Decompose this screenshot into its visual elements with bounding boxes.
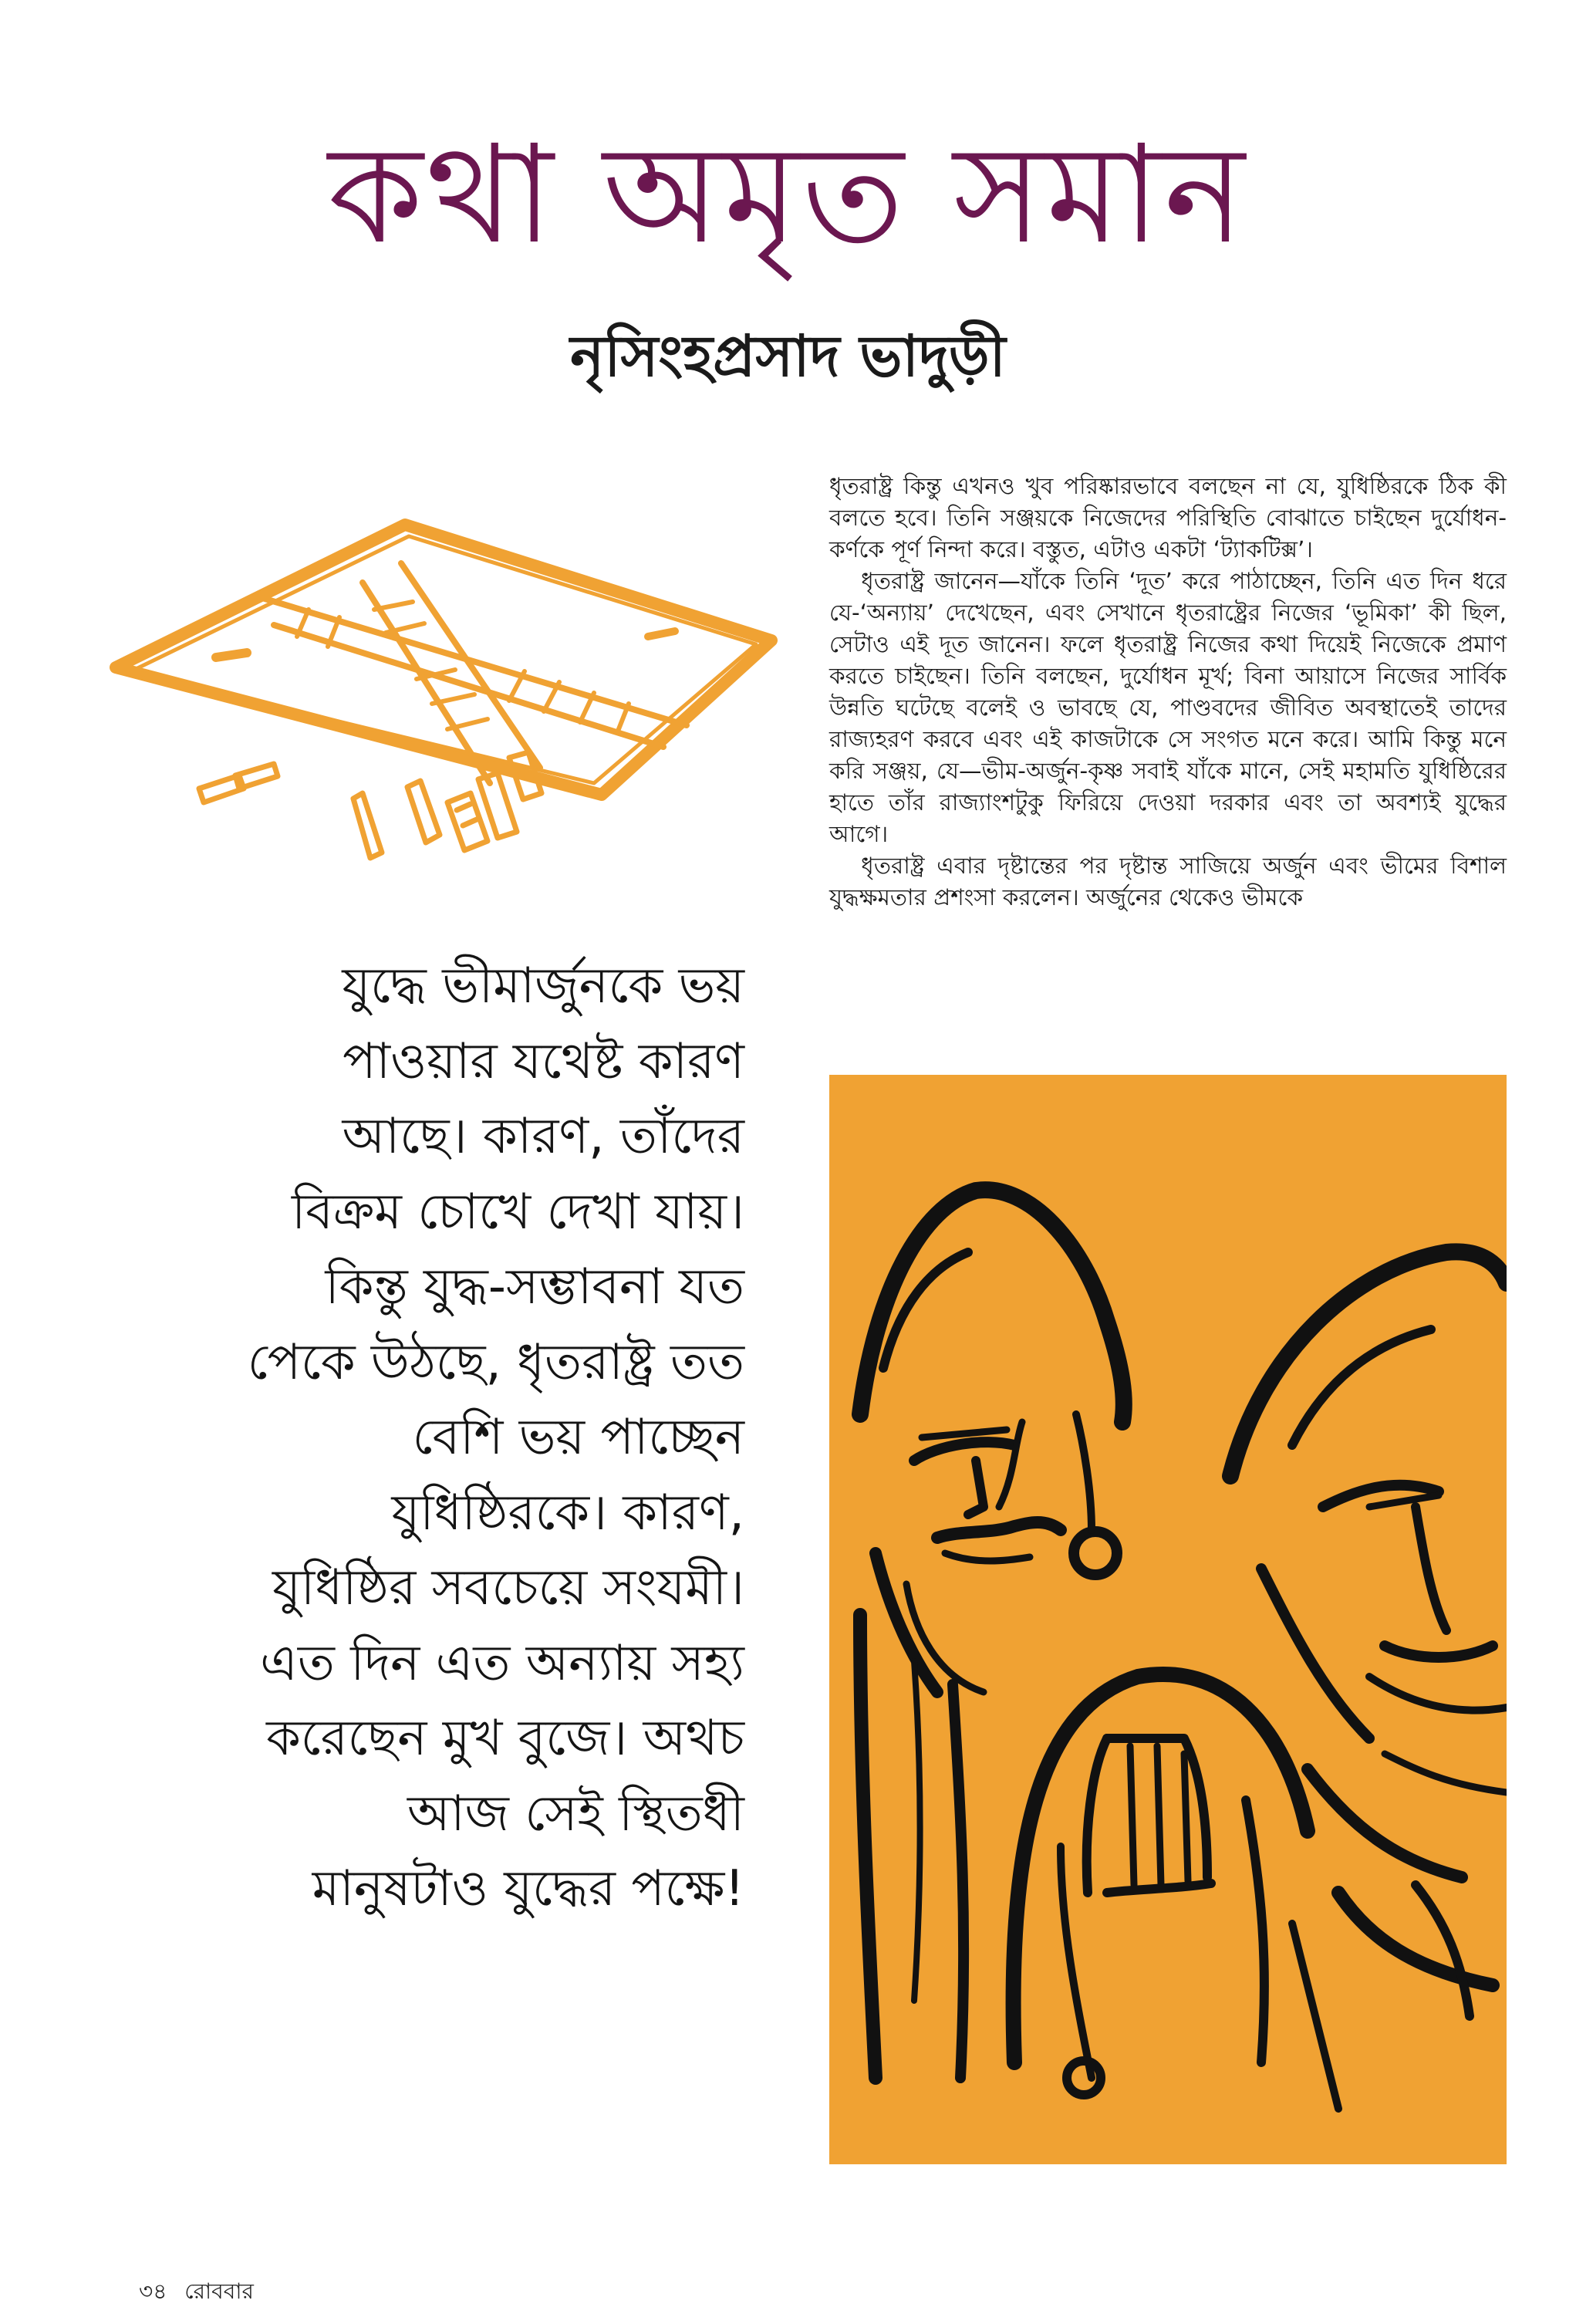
article-title: কথা অমৃত সমান	[328, 116, 1248, 274]
pull-quote-line: যুধিষ্ঠিরকে। কারণ,	[391, 1484, 744, 1542]
article-paragraph: ধৃতরাষ্ট্র জানেন—যাঁকে তিনি ‘দূত’ করে পাঠাচ্ছেন, তিনি এত দিন ধরে যে-‘অন্যায়’ দেখেছেন, এবং সেখানে ধৃতরাষ্ট্রের নিজের ‘ভূমিকা’ কী ছিল, সেটাও এই দূত জানেন। ফলে ধৃতরাষ্ট্র নিজের কথা দিয়েই নিজেকে প্রমাণ করতে চাইছেন। তিনি বলছেন, দুর্যোধন মূর্খ; বিনা আয়াসে নিজের সার্বিক উন্নতি ঘটেছে বলেই ও ভাবছে যে, পাণ্ডবদের জীবিত অবস্থাতেই তাদের রাজ্যহরণ করবে এবং এই কাজটাকে সে সংগত মনে করে। আমি কিন্তু মনে করি সঞ্জয়, যে—ভীম-অর্জুন-কৃষ্ণ সবাই যাঁকে মানে, সেই মহামতি যুধিষ্ঠিরের হাতে তাঁর রাজ্যাংশটুকু ফিরিয়ে দেওয়া দরকার এবং তা অবশ্যই যুদ্ধের আগে।	[829, 568, 1507, 847]
pull-quote-line: আছে। কারণ, তাঁদের	[342, 1108, 744, 1165]
pull-quote	[50, 949, 744, 1927]
pull-quote-line: বিক্রম চোখে দেখা যায়।	[291, 1183, 744, 1241]
author-name: নৃসিংহপ্রসাদ ভাদুড়ী	[570, 323, 1006, 390]
page-number: ৩৪	[139, 2278, 167, 2304]
figures-illustration	[829, 1075, 1507, 2164]
article-body	[829, 471, 1507, 914]
article-paragraph: ধৃতরাষ্ট্র এবার দৃষ্টান্তের পর দৃষ্টান্ত সাজিয়ে অর্জুন এবং ভীমের বিশাল যুদ্ধক্ষমতার প্রশংসা করলেন। অর্জুনের থেকেও ভীমকে	[829, 853, 1507, 910]
article-paragraph: ধৃতরাষ্ট্র কিন্তু এখনও খুব পরিষ্কারভাবে বলছেন না যে, যুধিষ্ঠিরকে ঠিক কী বলতে হবে। তিনি সঞ্জয়কে নিজেদের পরিস্থিতি বোঝাতে চাইছেন দুর্যোধন-কর্ণকে পূর্ণ নিন্দা করে। বস্তুত, এটাও একটা ‘ট্যাকটিক্স’।	[829, 473, 1507, 562]
pull-quote-line: যুদ্ধে ভীমার্জুনকে ভয়	[342, 958, 744, 1015]
pull-quote-line: মানুষটাও যুদ্ধের পক্ষে!	[312, 1860, 744, 1917]
pull-quote-line: এত দিন এত অন্যায় সহ্য	[260, 1634, 744, 1692]
page-footer	[139, 2275, 265, 2311]
pull-quote-line: পাওয়ার যথেষ্ট কারণ	[343, 1032, 744, 1090]
magazine-name: রোববার	[184, 2278, 254, 2304]
pull-quote-line: যুধিষ্ঠির সবচেয়ে সংযমী।	[272, 1559, 744, 1616]
pull-quote-line: করেছেন মুখ বুজে। অথচ	[266, 1710, 744, 1767]
dice-board-illustration	[108, 502, 787, 880]
pull-quote-line: পেকে উঠছে, ধৃতরাষ্ট্র তত	[247, 1333, 744, 1391]
pull-quote-line: আজ সেই স্থিতধী	[407, 1785, 744, 1843]
pull-quote-line: বেশি ভয় পাচ্ছেন	[412, 1409, 744, 1466]
pull-quote-line: কিন্তু যুদ্ধ-সম্ভাবনা যত	[325, 1258, 744, 1316]
